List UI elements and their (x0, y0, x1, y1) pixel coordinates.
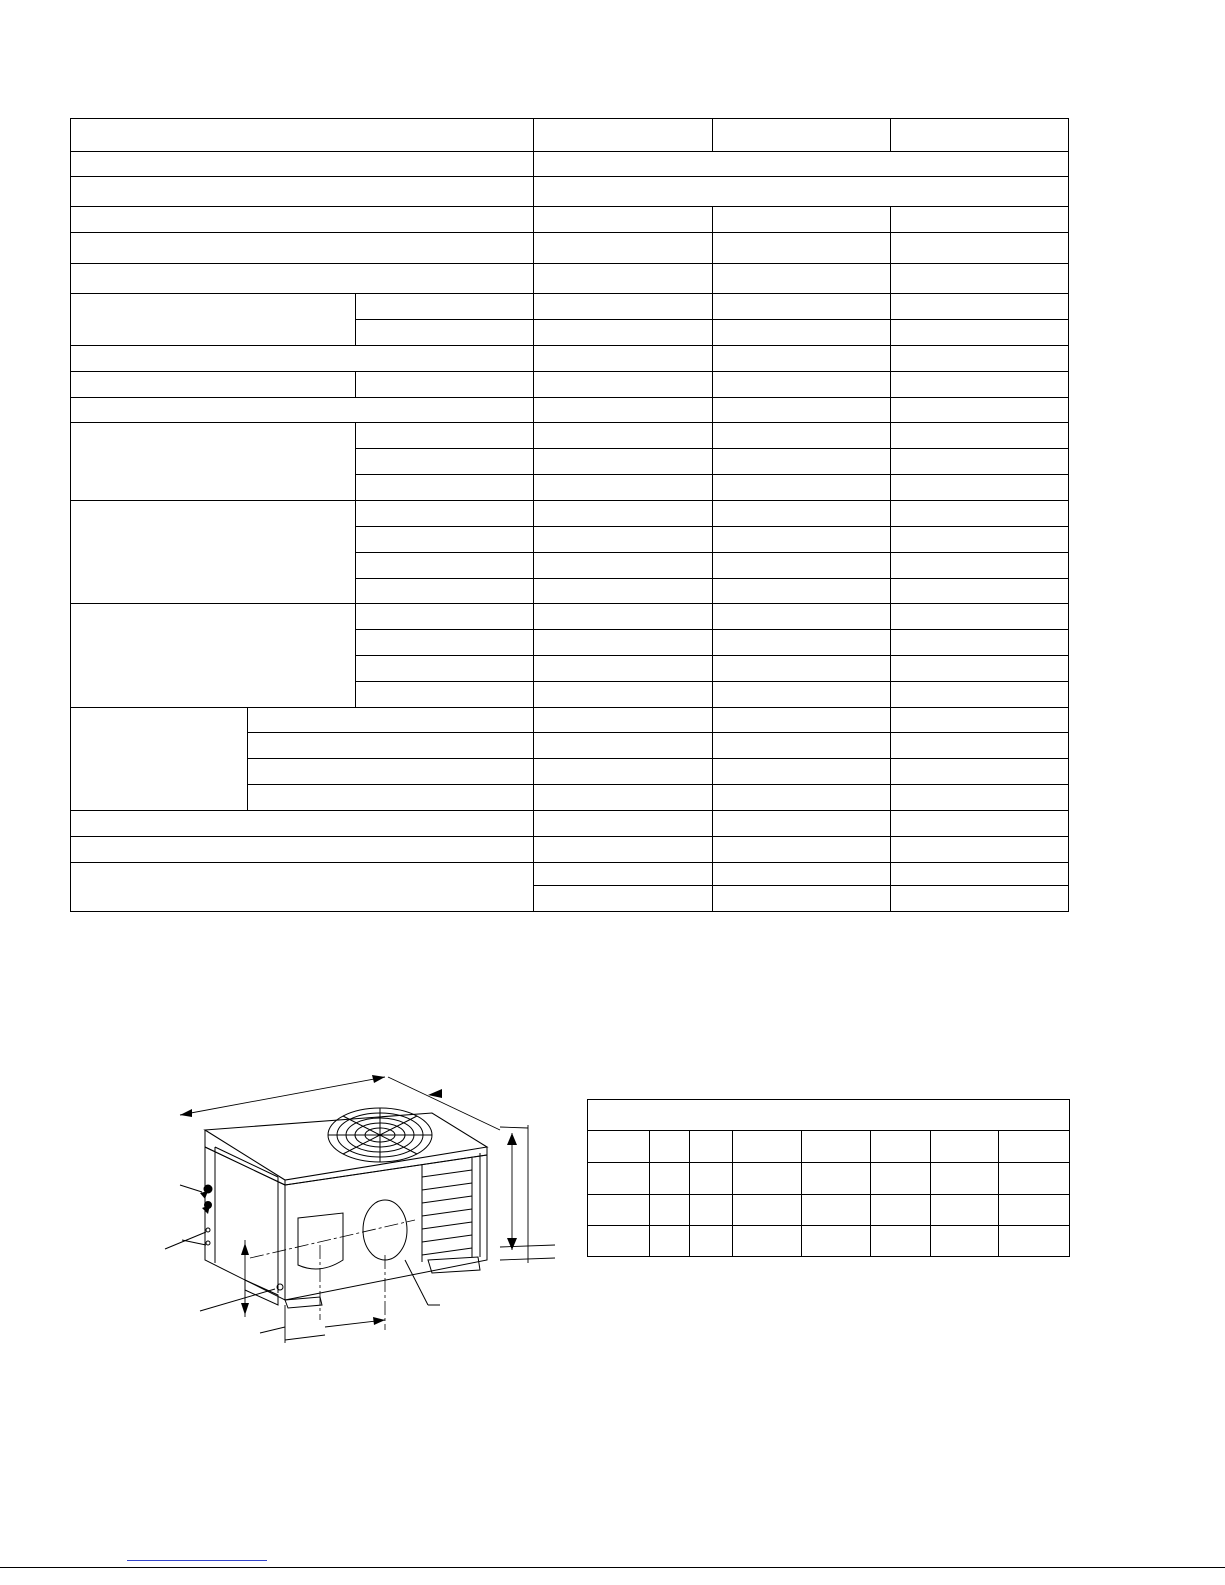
duct-openings (250, 1200, 415, 1330)
dimensions-table (587, 1099, 1070, 1257)
table-row (71, 294, 1069, 320)
column-header (650, 1131, 690, 1163)
table-row (71, 837, 1069, 863)
column-header (871, 1131, 931, 1163)
table-row (71, 398, 1069, 423)
dimensions-title (588, 1100, 1070, 1131)
spec-header-model-1 (534, 119, 712, 152)
unit-dimension-diagram (160, 1065, 560, 1360)
fan-grille-icon (328, 1108, 432, 1162)
column-header (931, 1131, 999, 1163)
table-row (71, 152, 1069, 177)
table-row (71, 811, 1069, 837)
table-row (588, 1226, 1070, 1257)
footer-divider (0, 1567, 1225, 1568)
table-row (71, 346, 1069, 372)
dimensions-title-row (588, 1100, 1070, 1131)
column-header (690, 1131, 733, 1163)
column-header (733, 1131, 802, 1163)
footer-link[interactable] (127, 1560, 267, 1561)
condenser-coil (422, 1153, 480, 1262)
column-header (588, 1131, 650, 1163)
table-row (71, 177, 1069, 207)
dimension-lines (180, 1077, 555, 1343)
table-row (71, 372, 1069, 398)
table-row (71, 863, 1069, 886)
specifications-table (70, 118, 1069, 912)
column-header (802, 1131, 871, 1163)
unit-base-rails (245, 1257, 480, 1308)
table-row (71, 233, 1069, 264)
table-row (71, 264, 1069, 294)
table-row (71, 501, 1069, 527)
table-row (71, 708, 1069, 733)
column-header (999, 1131, 1070, 1163)
table-row (588, 1163, 1070, 1195)
spec-header-model-2 (712, 119, 890, 152)
table-row (71, 207, 1069, 233)
table-row (71, 423, 1069, 449)
spec-header-row (71, 119, 1069, 152)
table-row (588, 1195, 1070, 1226)
dimensions-header-row (588, 1131, 1070, 1163)
table-row (71, 604, 1069, 630)
service-connections (165, 1185, 440, 1311)
spec-header-label (71, 119, 534, 152)
spec-header-model-3 (890, 119, 1068, 152)
